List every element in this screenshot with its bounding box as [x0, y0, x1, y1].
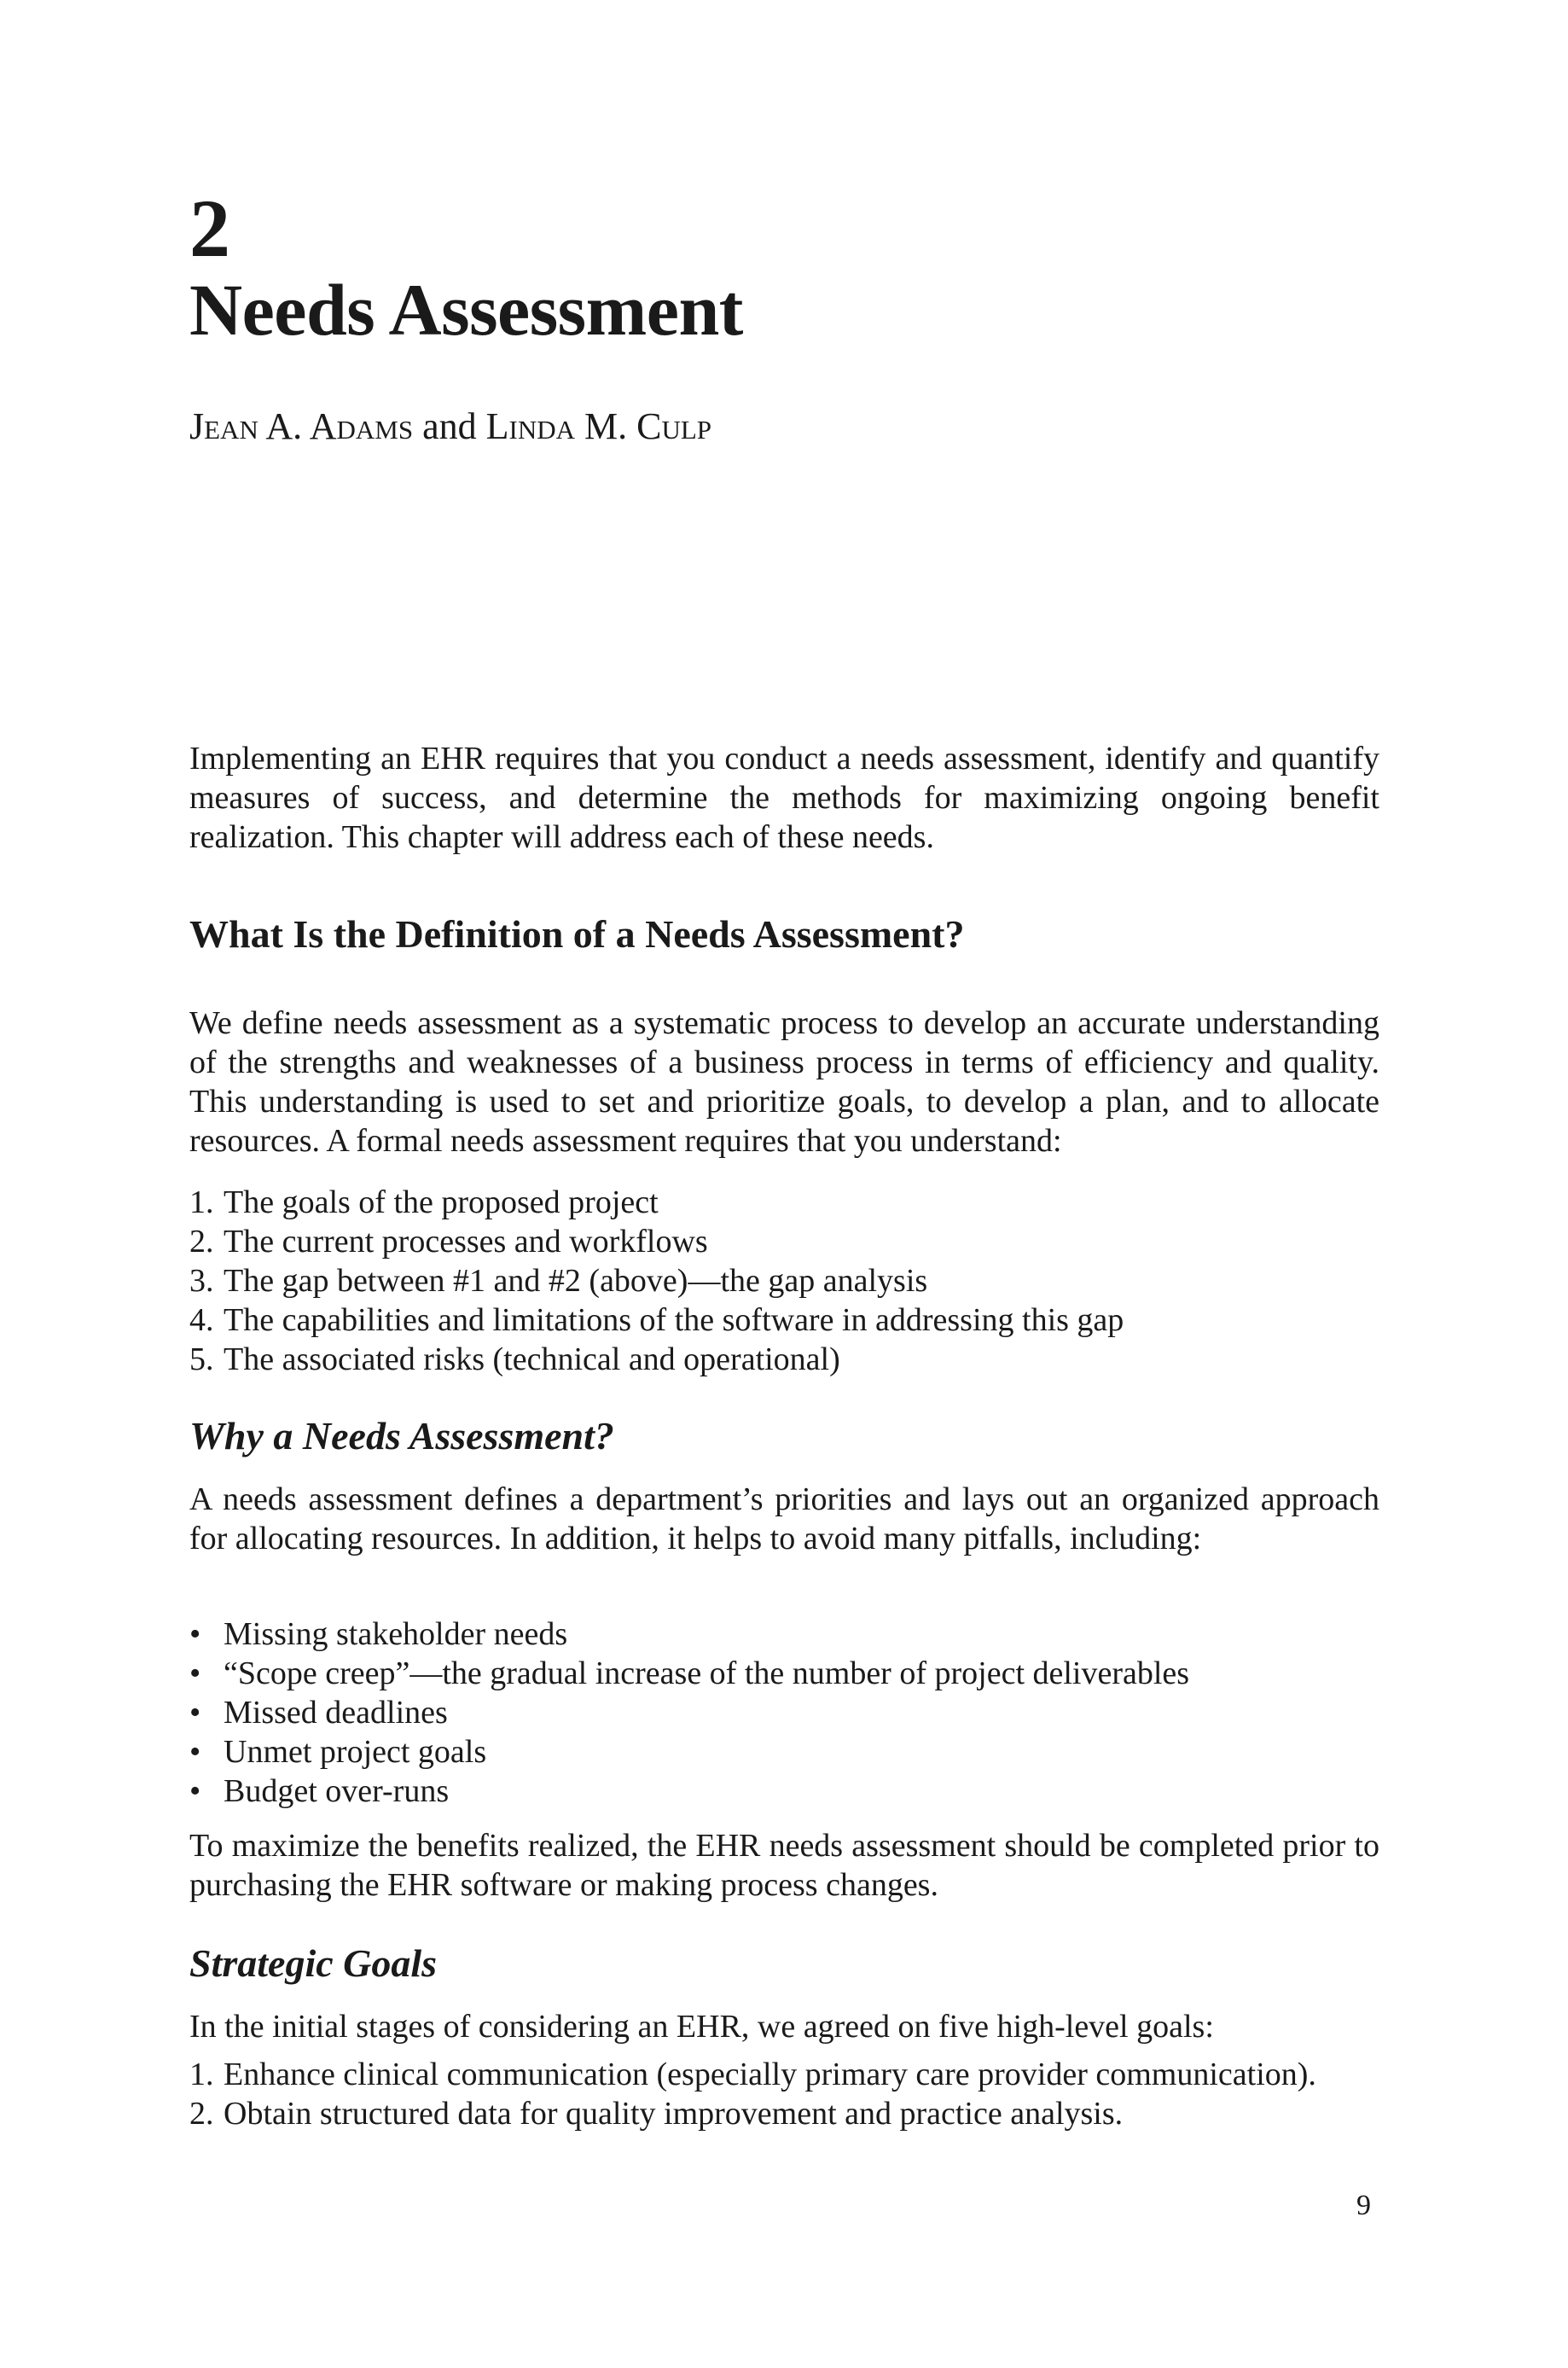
- definition-list-block: [189, 1183, 1379, 1379]
- list-item-text: Enhance clinical communication (especially primary care provider communication).: [224, 2057, 1316, 2092]
- definition-heading: What Is the Definition of a Needs Assessment?: [189, 912, 965, 956]
- list-item-text: “Scope creep”—the gradual increase of the number of project deliverables: [224, 1655, 1190, 1691]
- chapter-title: Needs Assessment: [189, 269, 743, 351]
- list-item: [189, 1222, 1379, 1261]
- list-item-text: The current processes and workflows: [224, 1224, 708, 1260]
- definition-list: [189, 1183, 1379, 1379]
- author-connector: and: [422, 405, 477, 447]
- list-item: [189, 1772, 1379, 1811]
- list-item: [189, 1340, 1379, 1379]
- closing-block: [189, 1826, 1379, 1905]
- list-number: 2.: [189, 2096, 214, 2132]
- closing-paragraph: To maximize the benefits realized, the EHR needs assessment should be completed prior to purchasing the EHR software or making process changes.: [189, 1828, 1379, 1903]
- list-item-text: The gap between #1 and #2 (above)—the gap analysis: [224, 1263, 928, 1299]
- list-number: 1.: [189, 1184, 214, 1220]
- bullet-icon: •: [189, 1655, 201, 1691]
- list-item: [189, 1615, 1379, 1654]
- list-item-text: Missing stakeholder needs: [224, 1616, 568, 1652]
- bullet-icon: •: [189, 1616, 201, 1652]
- list-item: [189, 1654, 1379, 1693]
- strategic-list: [189, 2055, 1379, 2133]
- pitfalls-list: [189, 1615, 1379, 1811]
- list-item-text: Obtain structured data for quality improvement and practice analysis.: [224, 2096, 1124, 2132]
- definition-block: [189, 1004, 1379, 1161]
- list-item: [189, 1732, 1379, 1772]
- bullet-icon: •: [189, 1695, 201, 1731]
- why-paragraph: A needs assessment defines a department’s priorities and lays out an organized approach for allocating resources. In addition, it helps to avoid many pitfalls, including:: [189, 1481, 1379, 1556]
- list-item: [189, 1693, 1379, 1732]
- intro-block: [189, 739, 1379, 857]
- author-1: Jean A. Adams: [189, 405, 414, 447]
- list-item: [189, 1183, 1379, 1222]
- list-item: [189, 2094, 1379, 2133]
- list-number: 2.: [189, 1224, 214, 1260]
- list-item: [189, 2055, 1379, 2094]
- page-number: 9: [1356, 2190, 1371, 2221]
- list-item-text: Budget over-runs: [224, 1773, 450, 1809]
- bullet-icon: •: [189, 1773, 201, 1809]
- bullet-icon: •: [189, 1734, 201, 1770]
- why-block: [189, 1480, 1379, 1558]
- list-number: 1.: [189, 2057, 214, 2092]
- strategic-paragraph: In the initial stages of considering an EHR, we agreed on five high-level goals:: [189, 2009, 1214, 2045]
- chapter-authors: [189, 405, 712, 447]
- list-item-text: Missed deadlines: [224, 1695, 448, 1731]
- strategic-heading: Strategic Goals: [189, 1941, 438, 1985]
- list-item-text: Unmet project goals: [224, 1734, 487, 1770]
- definition-paragraph: We define needs assessment as a systematic process to develop an accurate understanding of the strengths and weaknesses of a business process in terms of efficiency and quality. This understanding is used to set and prioritize goals, to develop a plan, and to allocate resources. A formal needs assessment requires that you understand:: [189, 1005, 1379, 1159]
- pitfalls-list-block: [189, 1615, 1379, 1811]
- list-number: 5.: [189, 1341, 214, 1377]
- list-item: [189, 1261, 1379, 1300]
- intro-paragraph: Implementing an EHR requires that you conduct a needs assessment, identify and quantify measures of success, and determine the methods for maximizing ongoing benefit realization. This chapter will address each of these needs.: [189, 741, 1379, 855]
- strategic-block: [189, 2007, 1379, 2046]
- list-number: 3.: [189, 1263, 214, 1299]
- strategic-list-block: [189, 2055, 1379, 2133]
- author-2: Linda M. Culp: [485, 405, 712, 447]
- list-item-text: The goals of the proposed project: [224, 1184, 659, 1220]
- why-heading: Why a Needs Assessment?: [189, 1414, 614, 1457]
- list-item-text: The capabilities and limitations of the software in addressing this gap: [224, 1302, 1124, 1338]
- list-item: [189, 1300, 1379, 1340]
- list-number: 4.: [189, 1302, 214, 1338]
- list-item-text: The associated risks (technical and operational): [224, 1341, 840, 1377]
- chapter-number: 2: [189, 183, 230, 274]
